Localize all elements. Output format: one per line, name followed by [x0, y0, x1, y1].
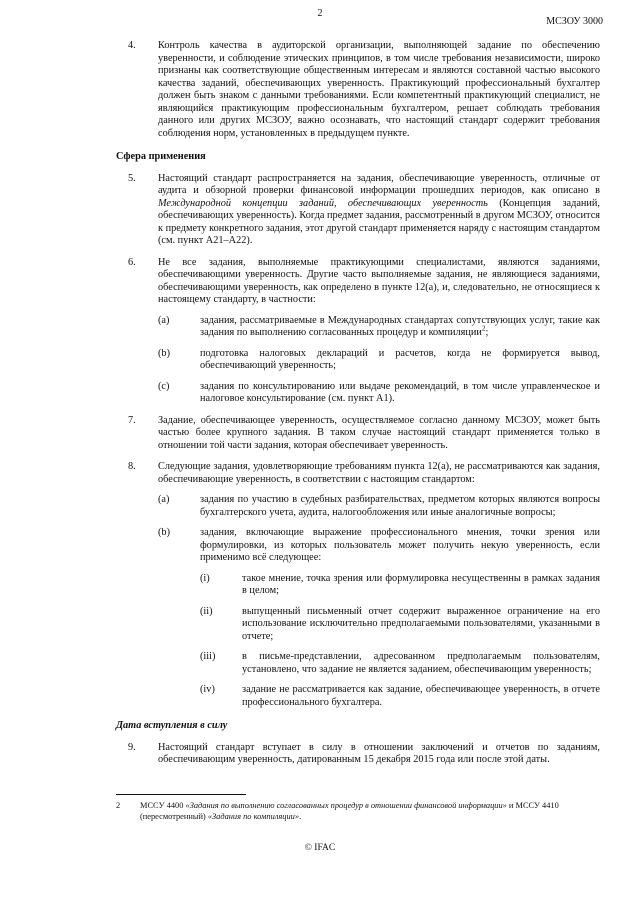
footnote-title: «Задания по выполнению согласованных процедур в отношении финансовой информации»	[185, 801, 507, 810]
list-item-text: задания по консультированию или выдаче рекомендаций, в том числе управленческое и налоговое консультирование (см. пункт A1).	[200, 380, 600, 404]
paragraph-text: Настоящий стандарт вступает в силу в отношении заключений и отчетов по заданиям, обеспечивающим уверенность, датированным 15 декабря 2015 года или после этой даты.	[158, 741, 600, 765]
paragraph-number: 5.	[128, 172, 136, 184]
list-item	[158, 381, 600, 406]
nested-list-item-label: (iii)	[200, 651, 216, 662]
paragraph-text-continued: (Концепция заданий, обеспечивающих уверенность). Когда предмет задания, рассмотренный в другом МСЗОУ, относится к предмету конкретного задания, этот другой стандарт применяется наряду с настоящим стандартом (см. пункт A21–A22).	[158, 197, 600, 246]
paragraph-6	[116, 257, 600, 406]
footnote-title: «Задания по компиляции»	[207, 812, 300, 821]
list-item	[158, 315, 600, 340]
paragraph-number: 6.	[128, 256, 136, 268]
paragraph-text: Следующие задания, удовлетворяющие требованиям пункта 12(a), не рассматриваются как задания, обеспечивающие уверенность, в соответствии с настоящим стандартом:	[158, 461, 600, 485]
list-item-label: (a)	[158, 494, 170, 505]
nested-list-item-label: (iv)	[200, 684, 215, 695]
list-item-text: подготовка налоговых деклараций и расчетов, когда не формируется вывод, обеспечивающий уверенность;	[200, 347, 600, 371]
list-item-text: задания по участию в судебных разбирательствах, предметом которых являются вопросы бухгалтерского учета, аудита, налогообложения или иные аналогичные вопросы;	[200, 494, 600, 518]
footnote	[116, 800, 600, 822]
copyright-footer: © IFAC	[304, 843, 336, 853]
nested-list-item-text: в письме-представлении, адресованном предполагаемым пользователям, установлено, что задание не является заданием, обеспечивающим уверенность;	[242, 651, 600, 675]
footnote-number: 2	[116, 801, 121, 810]
paragraph-8	[116, 461, 600, 709]
footnote-text: МСCУ 4400	[140, 801, 186, 810]
paragraph-number: 7.	[128, 414, 136, 426]
nested-list-item-text: задание не рассматривается как задание, обеспечивающее уверенность, в отчете профессионального бухгалтера.	[242, 684, 600, 708]
standard-code: МСЗОУ 3000	[546, 16, 603, 27]
nested-list-item	[200, 684, 600, 709]
section-heading-scope: Сфера применения	[116, 151, 206, 162]
nested-list-item-label: (ii)	[200, 605, 213, 617]
paragraph-text: Настоящий стандарт распространяется на задания, обеспечивающие уверенность, отличные от аудита и обзорной проверки финансовой информации прошедших периодов, как описано в	[158, 172, 600, 196]
nested-list-item	[200, 651, 600, 676]
list-item	[158, 527, 600, 709]
list-item-text: задания, включающие выражение профессионального мнения, точки зрения или формулировки, из которых пользователь может получить некую уверенность, если применимо всё следующее:	[200, 527, 600, 563]
paragraph-8-list	[158, 494, 600, 709]
nested-list-item-text: такое мнение, точка зрения или формулировка несущественны в рамках задания в целом;	[242, 572, 600, 596]
list-item	[158, 494, 600, 519]
paragraph-5	[116, 173, 600, 248]
paragraph-text: Контроль качества в аудиторской организации, выполняющей задание по обеспечению уверенности, и соблюдение этических принципов, в том числе требования независимости, широко признаны как соответствующие общественным интересам и являются составной частью высокого качества заданий, обеспечивающих уверенность. Практикующий профессиональный бухгалтер должен быть знаком с данными требованиями. Если компетентный практикующий специалист, не являющийся практикующим профессиональным бухгалтером, решает соблюдать требования данного или других МСЗОУ, важно осознавать, что настоящий стандарт содержит требования соблюдения норм, установленных в предыдущем пункте.	[158, 40, 600, 139]
framework-title: Международной концепции заданий, обеспечивающих уверенность	[158, 197, 488, 209]
list-item-label: (b)	[158, 527, 171, 538]
footnote-text: .	[299, 812, 302, 821]
paragraph-6-list	[158, 315, 600, 406]
paragraph-text: Задание, обеспечивающее уверенность, осуществляемое согласно данному МСЗОУ, может быть частью более крупного задания. В таком случае настоящий стандарт применяется только в отношении той части задания, которая обеспечивает уверенность.	[158, 414, 600, 451]
nested-list-item	[200, 573, 600, 598]
nested-list	[200, 573, 600, 710]
paragraph-9	[116, 742, 600, 767]
list-item-label: (c)	[158, 380, 170, 392]
paragraph-number: 9.	[128, 741, 136, 753]
footnote-text: и МССУ 4410 (пересмотренный)	[140, 801, 559, 821]
list-item-text: задания, рассматриваемые в Международных стандартах сопутствующих услуг, такие как задания по выполнению согласованных процедур и компиляции	[200, 314, 600, 338]
list-item	[158, 348, 600, 373]
footnote-reference[interactable]: 2	[481, 324, 486, 333]
document-body	[116, 40, 600, 776]
paragraph-4	[116, 40, 600, 140]
paragraph-text: Не все задания, выполняемые практикующими специалистами, являются заданиями, обеспечивающими уверенность. Другие часто выполняемые задания, не являющиеся заданиями, обеспечивающими уверенность, как определено в пункте 12(a), и, следовательно, не относящиеся к настоящему стандарту, в частности:	[158, 256, 600, 305]
nested-list-item	[200, 606, 600, 644]
paragraph-number: 8.	[128, 461, 136, 472]
nested-list-item-text: выпущенный письменный отчет содержит выраженное ограничение на его использование исключительно предполагаемыми пользователями, указанными в отчете;	[242, 605, 600, 642]
list-item-label: (b)	[158, 347, 171, 359]
paragraph-number: 4.	[128, 40, 136, 51]
list-item-label: (a)	[158, 314, 170, 326]
paragraph-7	[116, 415, 600, 453]
list-item-tail: ;	[485, 327, 489, 338]
footnote-divider	[116, 794, 246, 795]
page-number: 2	[317, 8, 323, 19]
section-heading-effective-date: Дата вступления в силу	[116, 720, 228, 731]
nested-list-item-label: (i)	[200, 572, 210, 584]
